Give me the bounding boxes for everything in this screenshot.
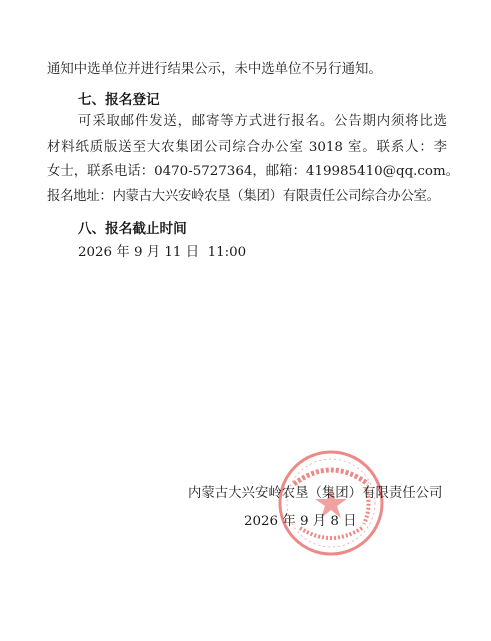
continuation-paragraph-line: 通知中选单位并进行结果公示，未中选单位不另行通知。 [47, 62, 382, 77]
section-8-heading: 八、报名截止时间 [78, 221, 187, 237]
deadline-text: 2026 年 9 月 11 日 11:00 [78, 245, 247, 260]
section-7-line-1: 可采取邮件发送，邮寄等方式进行报名。公告期内须将比选 [78, 114, 447, 129]
section-7-line-3: 女士，联系电话：0470-5727364，邮箱：419985410@qq.com。 [47, 164, 460, 179]
signature-date: 2026 年 9 月 8 日 [244, 514, 357, 529]
signature-company: 内蒙古大兴安岭农垦（集团）有限责任公司 [188, 486, 443, 501]
section-7-line-2: 材料纸质版送至大农集团公司综合办公室 3018 室。联系人：李 [47, 140, 447, 155]
section-7-line-4: 报名地址：内蒙古大兴安岭农垦（集团）有限责任公司综合办公室。 [47, 189, 440, 204]
section-7-heading: 七、报名登记 [78, 92, 160, 108]
company-seal-stamp [276, 448, 386, 558]
